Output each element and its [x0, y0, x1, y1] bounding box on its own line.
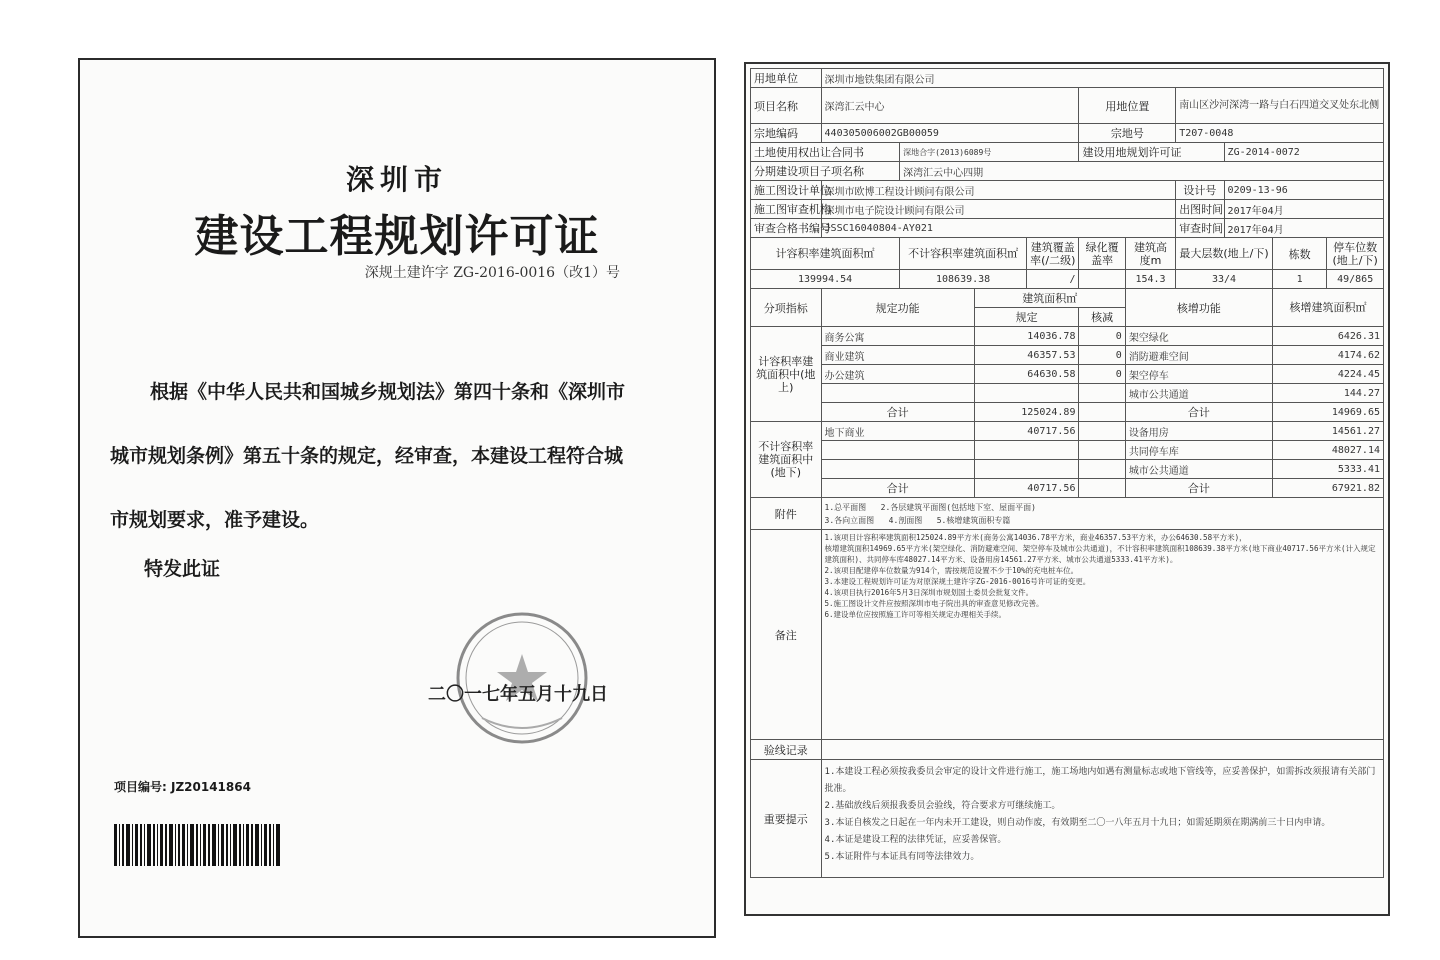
far-area-value: 139994.54 [751, 270, 900, 289]
nonfar-vtotal-label: 合计 [1125, 479, 1272, 498]
far-varea: 144.27 [1272, 384, 1383, 403]
attachment-item: 5.核增建筑面积专篇 [936, 515, 1011, 525]
coverage-value: / [1027, 270, 1079, 289]
far-varea: 4174.62 [1272, 346, 1383, 365]
green-value [1079, 270, 1125, 289]
buildings-label: 栋数 [1272, 238, 1326, 270]
permit-certificate [78, 58, 716, 938]
nonfar-total-value: 40717.56 [974, 479, 1079, 498]
tip-line: 3.本证自核发之日起在一年内未开工建设，则自动作废，有效期至二〇一八年五月十九日；如需延期须在期满前三十日内申请。 [824, 818, 1331, 828]
attachment-item: 4.剖面图 [888, 515, 923, 525]
land-unit-value: 深圳市地铁集团有限公司 [821, 69, 1383, 88]
nonfar-area-value: 108639.38 [900, 270, 1027, 289]
far-vfunc: 架空绿化 [1125, 327, 1272, 346]
parcel-no-value: T207-0048 [1176, 124, 1384, 143]
nonfar-func [821, 460, 974, 479]
tip-line: 5.本证附件与本证具有同等法律效力。 [824, 852, 980, 862]
remarks-text [821, 530, 1383, 740]
nonfar-rule [974, 460, 1079, 479]
buildings-value: 1 [1272, 270, 1326, 289]
project-number: 项目编号: JZ20141864 [114, 780, 251, 794]
design-unit-value: 深圳市欧博工程设计顾问有限公司 [821, 181, 1176, 200]
height-value: 154.3 [1125, 270, 1175, 289]
verify-area-label: 核增建筑面积㎡ [1272, 289, 1383, 327]
design-no-value: 0209-13-96 [1224, 181, 1383, 200]
remark-line: 2.该项目配建停车位数量为914个，需按规范设置不少于10%的充电桩车位。 [824, 566, 1079, 575]
parcel-code-label: 宗地编码 [751, 124, 822, 143]
review-cert-label: 审查合格书编号 [751, 219, 822, 238]
nonfar-varea: 14561.27 [1272, 422, 1383, 441]
nonfar-vtotal-value: 67921.82 [1272, 479, 1383, 498]
far-total-value: 125024.89 [974, 403, 1079, 422]
nonfar-verify [1079, 422, 1125, 441]
tip-line: 2.基础放线后须报我委员会验线，符合要求方可继续施工。 [824, 801, 1061, 811]
nonfar-varea: 48027.14 [1272, 441, 1383, 460]
attachment-item: 2.各层建筑平面图(包括地下室、屋面平面) [880, 502, 1036, 512]
permit-detail-form [744, 62, 1390, 916]
far-varea: 4224.45 [1272, 365, 1383, 384]
remarks-label: 备注 [751, 530, 822, 740]
permit-number: 深规土建许字 ZG-2016-0016（改1）号 [364, 265, 620, 281]
nonfar-area-label: 不计容积率建筑面积㎡ [900, 238, 1027, 270]
city-heading: 深圳市 [345, 163, 448, 196]
project-name-value: 深湾汇云中心 [821, 88, 1079, 124]
land-contract-label: 土地使用权出让合同书 [751, 143, 900, 162]
attachment-item: 1.总平面图 [824, 502, 867, 512]
permit-body [110, 360, 690, 552]
nonfar-total-label: 合计 [821, 479, 974, 498]
far-verify: 0 [1079, 365, 1125, 384]
floors-label: 最大层数(地上/下) [1176, 238, 1273, 270]
tip-line: 1.本建设工程必须按我委员会审定的设计文件进行施工，施工场地内如遇有测量标志或地下管线等，应妥善保护，如需拆改须报请有关部门批准。 [824, 767, 1376, 794]
tip-line: 4.本证是建设工程的法律凭证，应妥善保管。 [824, 835, 1007, 845]
nonfar-varea: 5333.41 [1272, 460, 1383, 479]
coverage-label: 建筑覆盖率(/二级) [1027, 238, 1079, 270]
review-org-label: 施工图审查机构 [751, 200, 822, 219]
far-vfunc: 城市公共通道 [1125, 384, 1272, 403]
review-time-value: 2017年04月 [1224, 219, 1383, 238]
remark-line: 核增建筑面积14969.65平方米(架空绿化、消防避难空间、架空停车及城市公共通道)，不计容积率建筑面积108639.38平方米(地下商业40717.56平方米(计入规定建筑面积)、共同停车库48027.14平方米、设备用房14561.27平方米、城市公共通道5333.41平方米)。 [824, 544, 1376, 564]
sub-index-label: 分项指标 [751, 289, 822, 327]
remark-line: 4.该项目执行2016年5月3日深圳市规划国土委员会批复文件。 [824, 588, 1034, 597]
land-contract-value: 深地合字(2013)6089号 [900, 143, 1079, 162]
rule-label: 规定 [974, 308, 1079, 327]
body-line-3: 市规划要求，准予建设。 [110, 509, 320, 531]
far-rule [974, 384, 1079, 403]
attachments-list [821, 498, 1383, 530]
permit-title: 建设工程规划许可证 [194, 211, 600, 262]
far-func [821, 384, 974, 403]
far-vtotal-label: 合计 [1125, 403, 1272, 422]
nonfar-verify [1079, 460, 1125, 479]
parking-value: 49/865 [1327, 270, 1384, 289]
floors-value: 33/4 [1176, 270, 1273, 289]
far-verify [1079, 384, 1125, 403]
parcel-code-value: 440305006002GB00059 [821, 124, 1079, 143]
remark-line: 6.建设单位应按照施工许可等相关规定办理相关手续。 [824, 610, 1007, 619]
far-area-label: 计容积率建筑面积㎡ [751, 238, 900, 270]
remark-line: 1.该项目计容积率建筑面积125024.89平方米(商务公寓14036.78平方米，商业46357.53平方米，办公64630.58平方米)， [824, 533, 1247, 542]
issue-date: 二〇一七年五月十九日 [428, 684, 608, 705]
far-rule: 64630.58 [974, 365, 1079, 384]
barcode-icon [114, 824, 282, 866]
remark-line: 3.本建设工程规划许可证为对原深规土建许字ZG-2016-0016号许可证的变更。 [824, 577, 1091, 586]
land-unit-label: 用地单位 [751, 69, 822, 88]
official-seal-icon [452, 608, 592, 748]
far-func: 商业建筑 [821, 346, 974, 365]
attach-label: 附件 [751, 498, 822, 530]
sub-project-label: 分期建设项目子项名称 [751, 162, 900, 181]
review-cert-value: JSSC16040804-AY021 [821, 219, 1176, 238]
far-func: 办公建筑 [821, 365, 974, 384]
project-name-label: 项目名称 [751, 88, 822, 124]
land-permit-value: ZG-2014-0072 [1224, 143, 1383, 162]
nonfar-vfunc: 共同停车库 [1125, 441, 1272, 460]
check-record-label: 验线记录 [751, 740, 822, 760]
far-varea: 6426.31 [1272, 327, 1383, 346]
far-vfunc: 架空停车 [1125, 365, 1272, 384]
body-line-2: 城市规划条例》第五十条的规定，经审查，本建设工程符合城 [110, 445, 624, 467]
issue-time-label: 出图时间 [1176, 200, 1224, 219]
verify-label: 核减 [1079, 308, 1125, 327]
green-label: 绿化覆盖率 [1079, 238, 1125, 270]
body-line-1: 根据《中华人民共和国城乡规划法》第四十条和《深圳市 [150, 381, 626, 403]
sub-project-value: 深湾汇云中心四期 [900, 162, 1384, 181]
important-label: 重要提示 [751, 760, 822, 878]
far-group-label: 计容积率建筑面积中(地上) [751, 327, 822, 422]
design-unit-label: 施工图设计单位 [751, 181, 822, 200]
design-no-label: 设计号 [1176, 181, 1224, 200]
nonfar-group-label: 不计容积率建筑面积中(地下) [751, 422, 822, 498]
important-text [821, 760, 1383, 878]
func-label: 规定功能 [821, 289, 974, 327]
attachment-item: 3.各向立面图 [824, 515, 875, 525]
nonfar-rule: 40717.56 [974, 422, 1079, 441]
detail-table [750, 68, 1384, 878]
issue-statement: 特发此证 [144, 558, 221, 580]
far-rule: 14036.78 [974, 327, 1079, 346]
issue-time-value: 2017年04月 [1224, 200, 1383, 219]
far-verify: 0 [1079, 327, 1125, 346]
parking-label: 停车位数(地上/下) [1327, 238, 1384, 270]
parcel-no-label: 宗地号 [1079, 124, 1176, 143]
far-vfunc: 消防避难空间 [1125, 346, 1272, 365]
far-func: 商务公寓 [821, 327, 974, 346]
review-org-value: 深圳市电子院设计顾问有限公司 [821, 200, 1176, 219]
nonfar-func [821, 441, 974, 460]
far-total-label: 合计 [821, 403, 974, 422]
nonfar-func: 地下商业 [821, 422, 974, 441]
nonfar-rule [974, 441, 1079, 460]
nonfar-verify [1079, 441, 1125, 460]
far-vtotal-value: 14969.65 [1272, 403, 1383, 422]
far-verify: 0 [1079, 346, 1125, 365]
land-location-value: 南山区沙河深湾一路与白石四道交叉处东北侧 [1176, 88, 1384, 124]
nonfar-vfunc: 城市公共通道 [1125, 460, 1272, 479]
floor-area-label: 建筑面积㎡ [974, 289, 1125, 308]
nonfar-vfunc: 设备用房 [1125, 422, 1272, 441]
land-permit-label: 建设用地规划许可证 [1079, 143, 1224, 162]
height-label: 建筑高度m [1125, 238, 1175, 270]
far-rule: 46357.53 [974, 346, 1079, 365]
land-location-label: 用地位置 [1079, 88, 1176, 124]
review-time-label: 审查时间 [1176, 219, 1224, 238]
verify-func-label: 核增功能 [1125, 289, 1272, 327]
remark-line: 5.施工图设计文件应按照深圳市电子院出具的审查意见修改完善。 [824, 599, 1044, 608]
